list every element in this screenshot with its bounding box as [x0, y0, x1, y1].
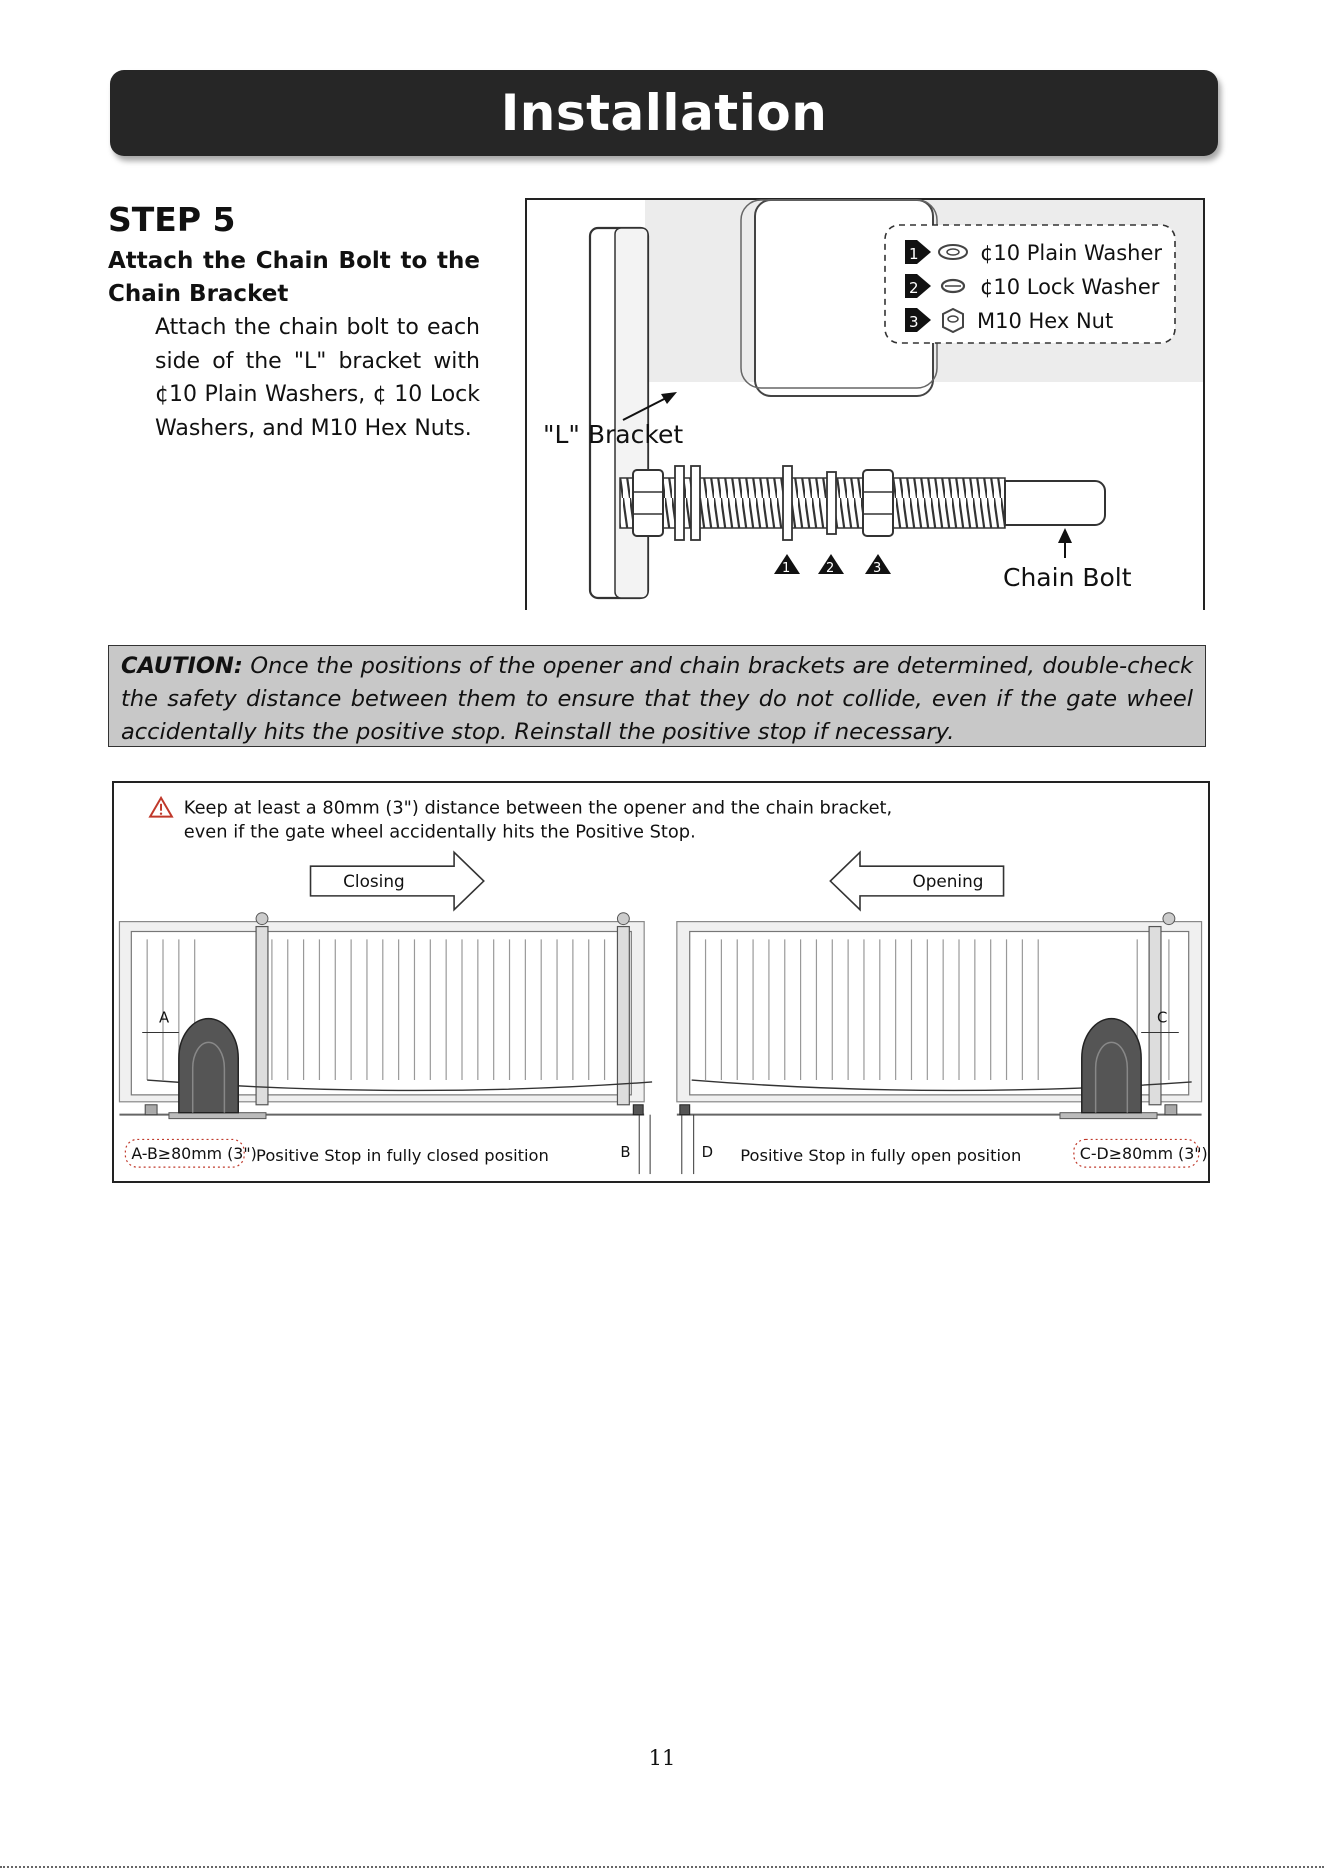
closing-label: Closing [343, 870, 405, 891]
caution-box [108, 645, 1206, 747]
label-c: C [1157, 1008, 1168, 1027]
page-number: 11 [648, 1746, 676, 1770]
part-marker-2 [818, 554, 844, 576]
warning-line-2: even if the gate wheel accidentally hits the Positive Stop. [183, 821, 696, 843]
section-banner [110, 70, 1218, 156]
chain-bolt-label: Chain Bolt [1003, 563, 1132, 592]
hex-nut-right [863, 470, 893, 536]
part-marker-1 [774, 554, 800, 576]
open-gate-panel [677, 913, 1202, 1174]
gate-opener-left [179, 1019, 238, 1113]
legend-label-3: M10 Hex Nut [977, 309, 1114, 333]
legend-label-2: ¢10 Lock Washer [980, 275, 1160, 299]
step-subtitle-line1: Attach the Chain Bolt to the [108, 248, 480, 274]
svg-text:1: 1 [782, 561, 791, 576]
lock-washer-part [827, 472, 836, 534]
label-a: A [159, 1008, 170, 1027]
formula-left: A-B≥80mm (3") [131, 1144, 257, 1164]
hex-nut-left [633, 470, 663, 536]
l-bracket-label: "L" Bracket [543, 420, 684, 449]
svg-text:3: 3 [873, 561, 882, 576]
caution-text: Once the positions of the opener and chain brackets are determined, double-check the safety distance between them to ensure that they do not collide, even if the gate wheel accidentally hits the positive stop. Reinstall the positive stop if necessary. [121, 653, 1193, 745]
legend-num-1: 1 [909, 245, 919, 263]
closed-gate-panel [119, 913, 652, 1174]
warning-icon [150, 798, 172, 817]
label-b: B [620, 1143, 631, 1162]
chain-bolt-shank [1005, 481, 1105, 525]
warning-line-1: Keep at least a 80mm (3") distance between the opener and the chain bracket, [183, 797, 893, 819]
section-title: Installation [500, 84, 828, 142]
legend-num-3: 3 [909, 313, 919, 331]
opening-label: Opening [912, 870, 984, 891]
legend-label-1: ¢10 Plain Washer [980, 241, 1163, 265]
plain-washer-part [783, 466, 792, 540]
part-marker-3 [865, 554, 891, 576]
svg-text:2: 2 [826, 561, 835, 576]
step-body-text: Attach the chain bolt to each side of the "L" bracket with ¢10 Plain Washers, ¢ 10 Lock Washers, and M10 Hex Nuts. [155, 315, 480, 441]
gate-opener-right [1082, 1019, 1141, 1113]
step-instructions [108, 200, 480, 445]
formula-right: C-D≥80mm (3") [1079, 1144, 1208, 1164]
step-number: STEP 5 [108, 200, 236, 239]
legend-num-2: 2 [909, 279, 919, 297]
label-d: D [701, 1143, 714, 1162]
chain-bolt-assembly-figure [525, 198, 1205, 610]
gate-distance-figure [112, 781, 1210, 1183]
caption-open: Positive Stop in fully open position [740, 1146, 1022, 1166]
caution-label: CAUTION: [121, 653, 243, 679]
caption-closed: Positive Stop in fully closed position [256, 1146, 549, 1166]
bottom-rule [0, 1866, 1324, 1868]
step-subtitle-line2: Chain Bracket [108, 281, 289, 307]
